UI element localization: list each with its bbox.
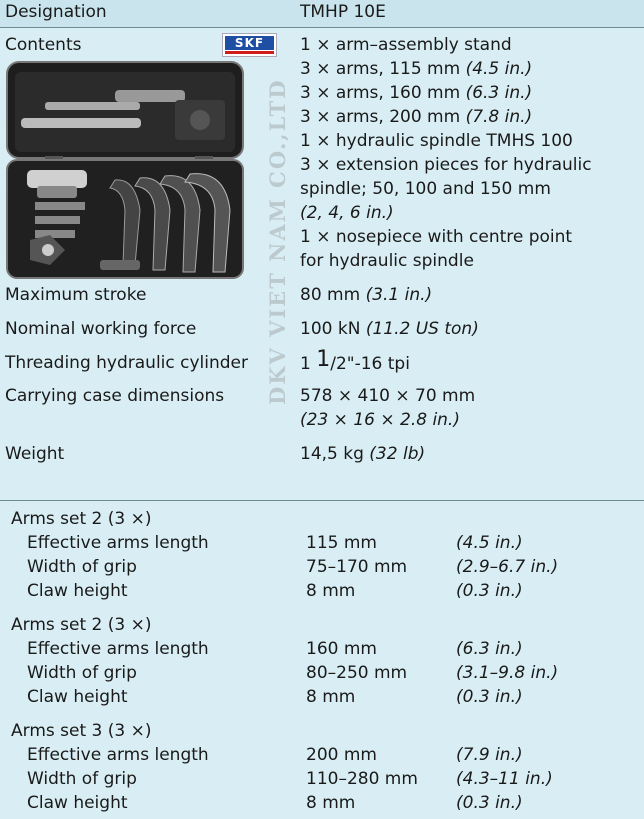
arm-row-label: Width of grip (27, 769, 137, 789)
arm-row-label: Effective arms length (27, 745, 209, 765)
contents-line: spindle; 50, 100 and 150 mm (300, 179, 551, 199)
max-stroke-value: 80 mm (3.1 in.) (300, 285, 433, 305)
contents-line: 3 × arms, 160 mm (6.3 in.) (300, 83, 533, 103)
table-header (0, 0, 644, 28)
contents-line: 1 × hydraulic spindle TMHS 100 (300, 131, 573, 151)
arm-row-value: 110–280 mm (306, 769, 418, 789)
arm-set-title: Arms set 2 (3 ×) (11, 509, 152, 529)
case-dimensions-imperial: (23 × 16 × 2.8 in.) (300, 410, 460, 430)
contents-line: 3 × extension pieces for hydraulic (300, 155, 592, 175)
arm-row-label: Effective arms length (27, 639, 209, 659)
contents-line: for hydraulic spindle (300, 251, 474, 271)
arm-set-title: Arms set 3 (3 ×) (11, 721, 152, 741)
arm-row-value: 80–250 mm (306, 663, 408, 683)
arm-row-value: 115 mm (306, 533, 377, 553)
max-stroke-label: Maximum stroke (5, 285, 147, 305)
designation-label: Designation (5, 2, 107, 22)
thread-value: 1 $^1$/2"-16 tpi (300, 347, 410, 374)
arm-row-imperial: (3.1–9.8 in.) (456, 663, 559, 683)
arm-row-imperial: (0.3 in.) (456, 687, 523, 707)
arm-row-label: Width of grip (27, 557, 137, 577)
arm-row-imperial: (7.9 in.) (456, 745, 523, 765)
arm-row-value: 8 mm (306, 687, 356, 707)
arm-row-label: Effective arms length (27, 533, 209, 553)
arm-row-label: Claw height (27, 581, 128, 601)
thread-label: Threading hydraulic cylinder (5, 353, 249, 373)
weight-label: Weight (5, 444, 65, 464)
case-dimensions-label: Carrying case dimensions (5, 386, 225, 406)
contents-line: 3 × arms, 115 mm (4.5 in.) (300, 59, 533, 79)
arm-row-value: 8 mm (306, 793, 356, 813)
contents-label: Contents (5, 35, 82, 55)
arm-row-value: 160 mm (306, 639, 377, 659)
arm-row-value: 200 mm (306, 745, 377, 765)
case-dimensions-value: 578 × 410 × 70 mm (300, 386, 476, 406)
contents-line: 3 × arms, 200 mm (7.8 in.) (300, 107, 533, 127)
arm-row-value: 8 mm (306, 581, 356, 601)
arm-row-imperial: (0.3 in.) (456, 793, 523, 813)
arm-row-label: Claw height (27, 687, 128, 707)
arm-row-imperial: (2.9–6.7 in.) (456, 557, 559, 577)
arm-row-imperial: (0.3 in.) (456, 581, 523, 601)
force-value: 100 kN (11.2 US ton) (300, 319, 479, 339)
watermark-text: DKV VIET NAM CO.,LTD (265, 78, 290, 405)
arm-row-label: Claw height (27, 793, 128, 813)
skf-logo: SKF (222, 33, 277, 57)
contents-line: (2, 4, 6 in.) (300, 203, 394, 223)
arm-row-imperial: (4.5 in.) (456, 533, 523, 553)
product-photo-carrying-case (5, 60, 245, 282)
arm-row-imperial: (6.3 in.) (456, 639, 523, 659)
arm-set-title: Arms set 2 (3 ×) (11, 615, 152, 635)
arm-row-imperial: (4.3–11 in.) (456, 769, 553, 789)
section-divider (0, 500, 644, 501)
arm-row-value: 75–170 mm (306, 557, 408, 577)
contents-line: 1 × nosepiece with centre point (300, 227, 573, 247)
designation-value: TMHP 10E (300, 2, 386, 22)
weight-value: 14,5 kg (32 lb) (300, 444, 426, 464)
force-label: Nominal working force (5, 319, 197, 339)
contents-line: 1 × arm–assembly stand (300, 35, 512, 55)
arm-row-label: Width of grip (27, 663, 137, 683)
